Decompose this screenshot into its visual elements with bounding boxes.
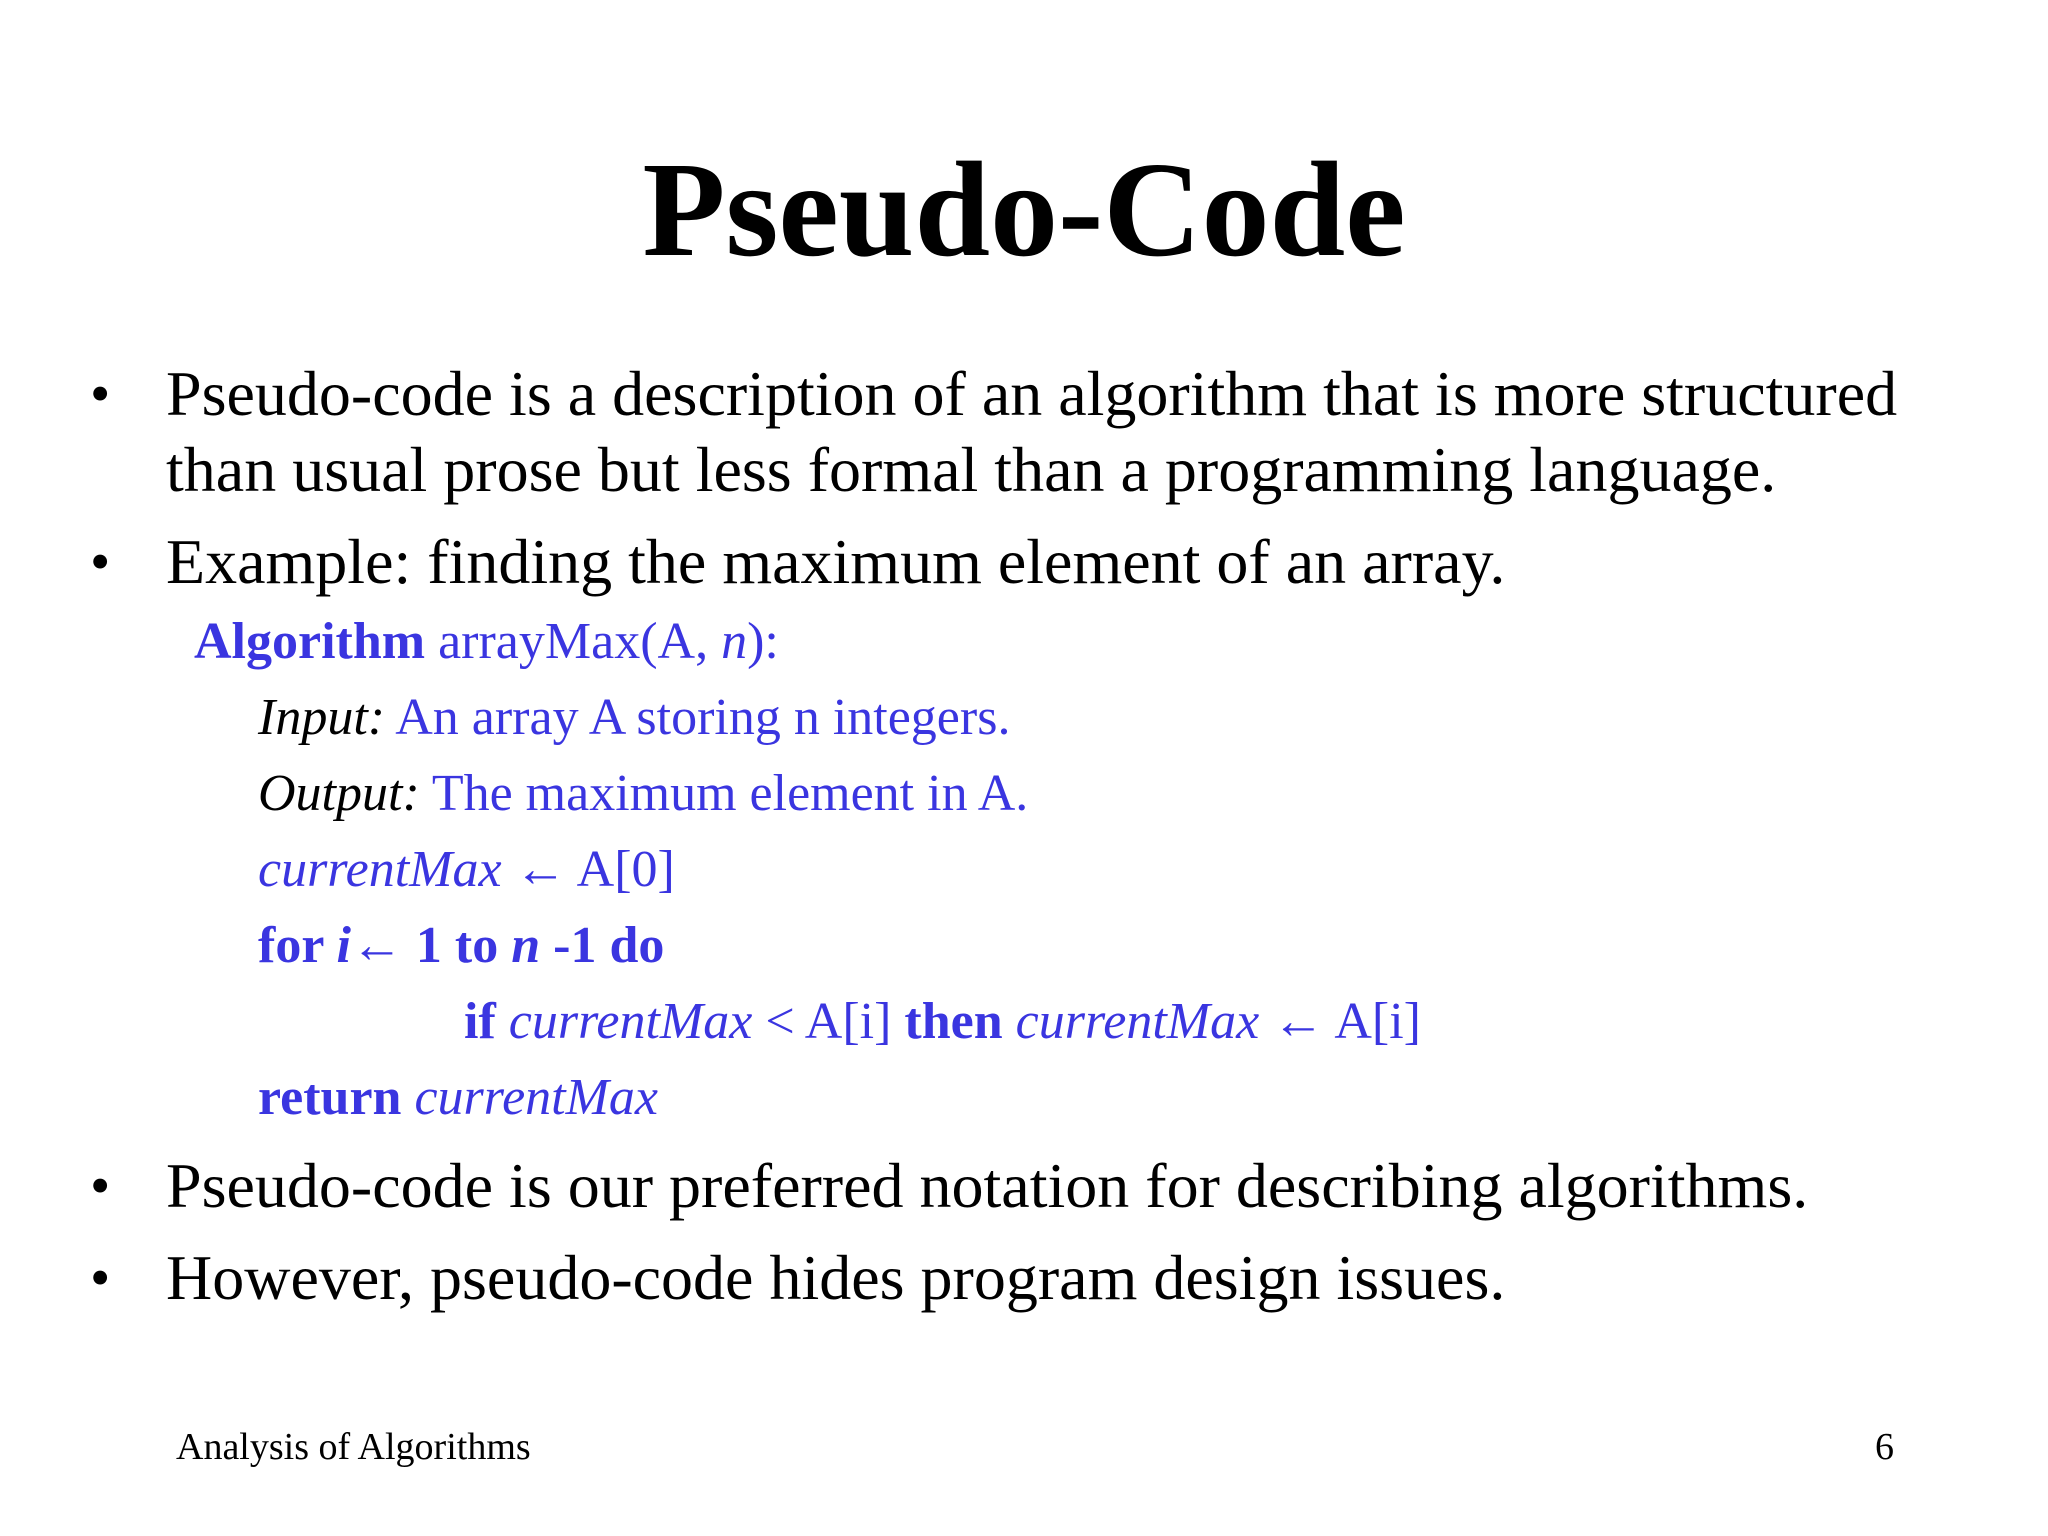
bullet-text-line: Example: finding the maximum element of an array. (166, 526, 1506, 597)
footer-course-title: Analysis of Algorithms (176, 1426, 531, 1468)
bullet-text-line: Pseudo-code is our preferred notation for describing algorithms. (166, 1150, 1809, 1221)
code-variable: i (336, 917, 351, 974)
code-label: Output: (258, 765, 420, 822)
code-text: ): (747, 613, 779, 670)
bullet-dot-icon: • (90, 361, 111, 426)
code-label: Input: (258, 689, 386, 746)
code-line-init (258, 838, 675, 902)
code-keyword: for (258, 917, 337, 974)
bullet-dot-icon: • (90, 529, 111, 594)
code-keyword: then (904, 993, 1016, 1050)
code-variable: currentMax (258, 841, 502, 898)
bullet-dot-icon: • (90, 1245, 111, 1310)
bullet-text (166, 524, 2046, 600)
code-text: ← 1 (350, 917, 455, 974)
code-variable: currentMax (414, 1069, 659, 1126)
code-text: The maximum element in A. (419, 765, 1029, 822)
code-variable: n (721, 613, 748, 670)
code-text: An array A storing n integers. (385, 689, 1011, 746)
code-line-output (258, 762, 1028, 826)
slide-title: Pseudo-Code (642, 135, 1406, 285)
bullet-text (166, 356, 2046, 508)
code-text: ← A[i] (1259, 993, 1421, 1050)
code-keyword: if (464, 993, 509, 1050)
code-line-for (258, 914, 664, 978)
code-line-if (464, 990, 1421, 1054)
code-line-return (258, 1066, 658, 1130)
code-keyword: do (609, 917, 665, 974)
code-variable: n (511, 917, 541, 974)
bullet-dot-icon: • (90, 1153, 111, 1218)
bullet-text-line: However, pseudo-code hides program design issues. (166, 1242, 1506, 1313)
code-variable: currentMax (1015, 993, 1260, 1050)
bullet-text (166, 1240, 2046, 1316)
code-line-input (258, 686, 1010, 750)
code-text: -1 (540, 917, 610, 974)
code-text: arrayMax(A, (425, 613, 722, 670)
code-keyword: Algorithm (194, 613, 426, 670)
bullet-text-line: than usual prose but less formal than a programming language. (166, 434, 1777, 505)
footer-page-number: 6 (1875, 1426, 1894, 1468)
code-keyword: return (258, 1069, 415, 1126)
code-text: < A[i] (752, 993, 905, 1050)
code-line-algorithm (194, 610, 779, 674)
bullet-text-line: Pseudo-code is a description of an algorithm that is more structured (166, 358, 1898, 429)
code-text: ← A[0] (501, 841, 675, 898)
code-keyword: to (454, 917, 512, 974)
bullet-text (166, 1148, 2046, 1224)
code-variable: currentMax (508, 993, 753, 1050)
